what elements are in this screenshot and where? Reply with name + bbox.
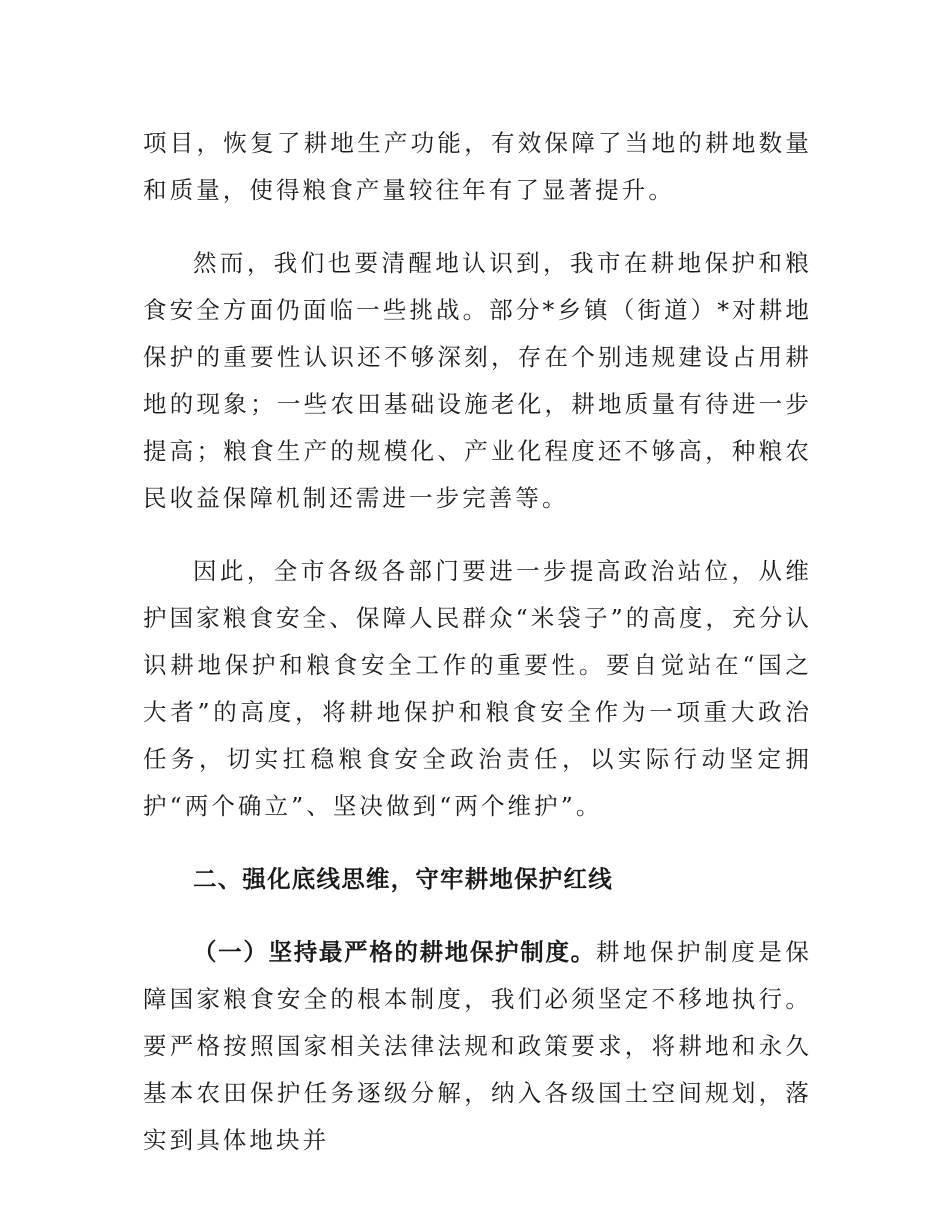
paragraph-continuation: 项目，恢复了耕地生产功能，有效保障了当地的耕地数量和质量，使得粮食产量较往年有了显著提升。 — [143, 129, 812, 204]
paragraph-subsection-one — [143, 929, 812, 1164]
subsection-title: （一）坚持最严格的耕地保护制度。 — [193, 938, 596, 966]
subsection-body: 耕地保护制度是保障国家粮食安全的根本制度，我们必须坚定不移地执行。要严格按照国家相关法律法规和政策要求，将耕地和永久基本农田保护任务逐级分解，纳入各级国土空间规划，落实到具体地块并 — [143, 938, 812, 1154]
document-body — [143, 120, 812, 1190]
paragraph-political-stance: 因此，全市各级各部门要进一步提高政治站位，从维护国家粮食安全、保障人民群众“米袋子”的高度，充分认识耕地保护和粮食安全工作的重要性。要自觉站在“国之大者”的高度，将耕地保护和粮食安全作为一项重大政治任务，切实扛稳粮食安全政治责任，以实际行动坚定拥护“两个确立”、坚决做到“两个维护”。 — [143, 557, 812, 820]
section-heading: 二、强化底线思维，守牢耕地保护红线 — [193, 865, 613, 893]
paragraph-challenges: 然而，我们也要清醒地认识到，我市在耕地保护和粮食安全方面仍面临一些挑战。部分*乡镇（街道）*对耕地保护的重要性认识还不够深刻，存在个别违规建设占用耕地的现象；一些农田基础设施老化，耕地质量有待进一步提高；粮食生产的规模化、产业化程度还不够高，种粮农民收益保障机制还需进一步完善等。 — [143, 249, 812, 512]
